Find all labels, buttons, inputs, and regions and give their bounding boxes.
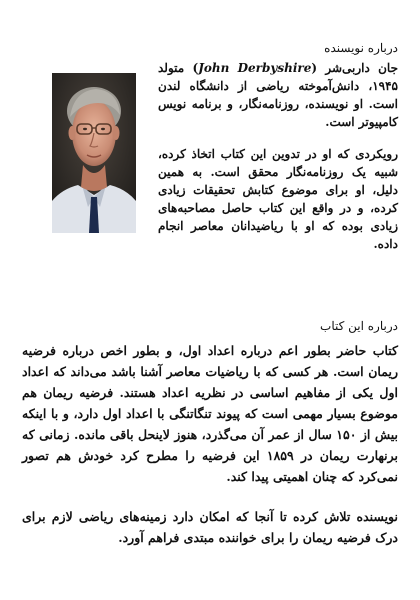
author-intro-after: ) متولد ۱۹۴۵، دانش‌آموخته ریاضی از دانشگاه لندن است. او نویسنده، روزنامه‌نگار، و برنامه نویس کامپیوتر است. xyxy=(158,61,398,129)
author-approach-paragraph: رویکردی که او در تدوین این کتاب اتخاذ کرده، شبیه یک روزنامه‌نگار محقق است. به همین دلیل، او برای موضوع کتابش تحقیقات زیادی کرده، و در واقع این کتاب حاصل مصاحبه‌های زیادی بوده که او با ریاضیدانان معاصر انجام داده. xyxy=(158,147,398,251)
about-book-section xyxy=(22,318,398,548)
about-author-section xyxy=(158,40,398,253)
author-intro-paragraph xyxy=(158,59,398,131)
author-photo xyxy=(52,73,136,233)
author-portrait-image xyxy=(52,73,136,233)
book-goal-paragraph: نویسنده تلاش کرده تا آنجا که امکان دارد زمینه‌های ریاضی لازم برای درک فرضیه ریمان را برای خواننده مبتدی فراهم آورد. xyxy=(22,509,398,545)
author-name-latin: John Derbyshire xyxy=(198,61,312,75)
about-author-heading: درباره نویسنده xyxy=(324,41,398,55)
about-book-heading: درباره این کتاب xyxy=(320,319,398,333)
book-description-paragraph: کتاب حاضر بطور اعم درباره اعداد اول، و بطور اخص درباره فرضیه ریمان است. هر کسی که با ریاضیات معاصر آشنا باشد می‌داند که اعداد اول یکی از مفاهیم اساسی در نظریه اعداد هستند. فرضیه ریمان هم موضوع بسیار مهمی است که پیوند تنگاتنگی با اعداد اول دارد، و با اینکه بیش از ۱۵۰ سال از عمر آن می‌گذرد، هنوز لاینحل باقی مانده. زمانی که برنهارت ریمان در ۱۸۵۹ این فرضیه را مطرح کرد خودش هم تصور نمی‌کرد که چنان اهمیتی پیدا کند. xyxy=(22,343,399,484)
author-intro-before: جان داربی‌شر ( xyxy=(311,61,398,75)
